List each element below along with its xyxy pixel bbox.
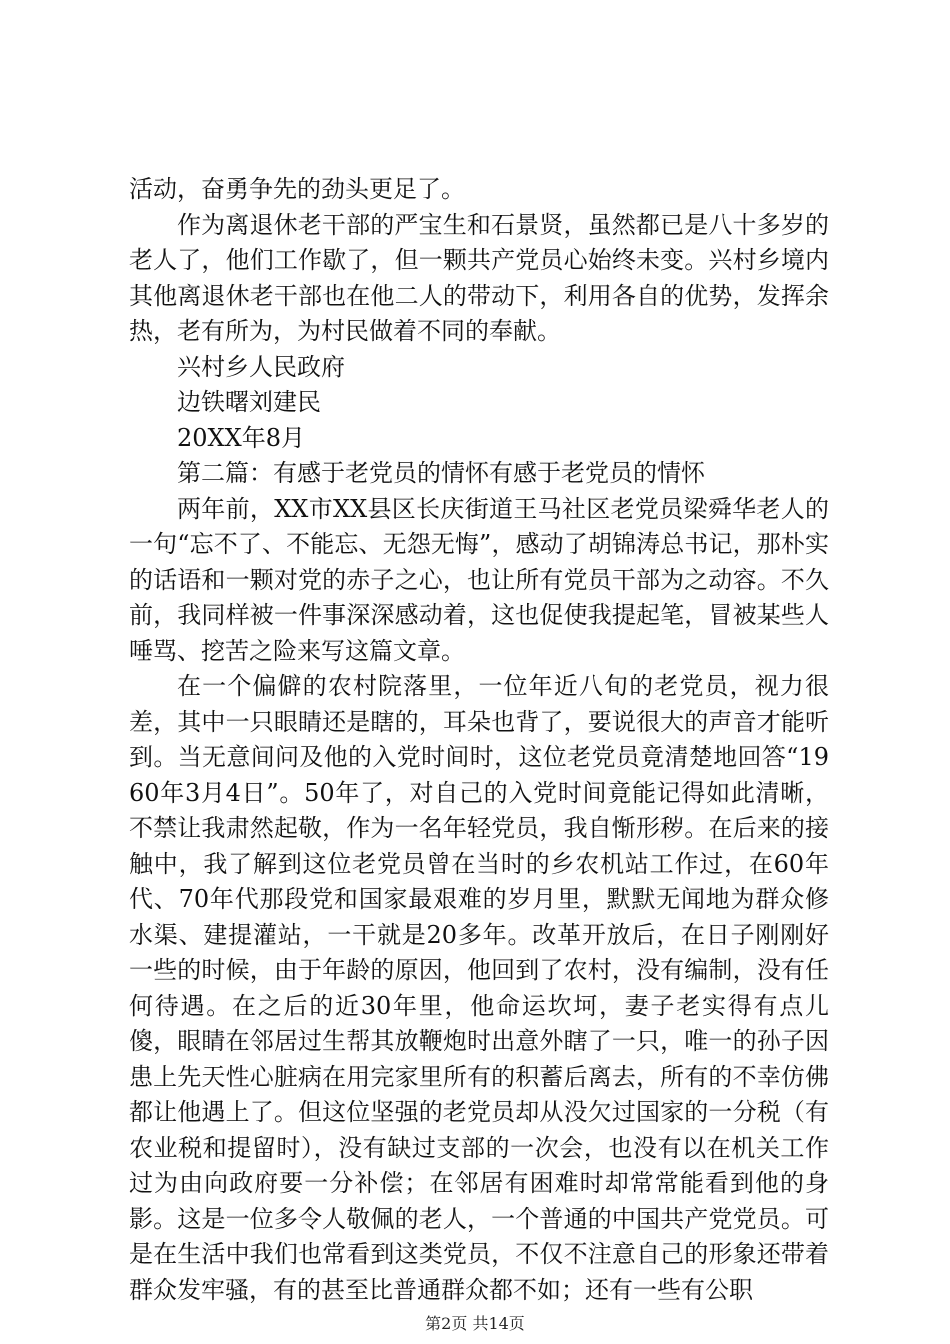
- paragraph-6: 第二篇：有感于老党员的情怀有感于老党员的情怀: [177, 459, 705, 487]
- paragraph-3: 兴村乡人民政府: [177, 352, 345, 381]
- page-footer: 第2页 共14页: [425, 1314, 525, 1333]
- paragraph-2: 作为离退休老干部的严宝生和石景贤，虽然都已是八十多岁的老人了，他们工作歇了，但一颗共产党员心始终未变。兴村乡境内其他离退休老干部也在他二人的带动下，利用各自的优势，发挥余热，老有所为，为村民做着不同的奉献。: [129, 210, 829, 345]
- paragraph-7: 两年前，XX市XX县区长庆街道王马社区老党员梁舜华老人的一句“忘不了、不能忘、无怨无悔”，感动了胡锦涛总书记，那朴实的话语和一颗对党的赤子之心，也让所有党员干部为之动容。不久前，我同样被一件事深深感动着，这也促使我提起笔，冒被某些人唾骂、挖苦之险来写这篇文章。: [129, 494, 829, 665]
- paragraph-4: 边铁曙刘建民: [177, 388, 321, 416]
- paragraph-8: 在一个偏僻的农村院落里，一位年近八旬的老党员，视力很差，其中一只眼睛还是瞎的，耳朵也背了，要说很大的声音才能听到。当无意间问及他的入党时间时，这位老党员竟清楚地回答“1960年3月4日”。50年了，对自己的入党时间竟能记得如此清晰，不禁让我肃然起敬，作为一名年轻党员，我自惭形秽。在后来的接触中，我了解到这位老党员曾在当时的乡农机站工作过，在60年代、70年代那段党和国家最艰难的岁月里，默默无闻地为群众修水渠、建提灌站，一干就是20多年。改革开放后，在日子刚刚好一些的时候，由于年龄的原因，他回到了农村，没有编制，没有任何待遇。在之后的近30年里，他命运坎坷，妻子老实得有点儿傻，眼睛在邻居过生帮其放鞭炮时出意外瞎了一只，唯一的孙子因患上先天性心脏病在用完家里所有的积蓄后离去，所有的不幸仿佛都让他遇上了。但这位坚强的老党员却从没欠过国家的一分税（有农业税和提留时），没有缺过支部的一次会，也没有以在机关工作过为由向政府要一分补偿；在邻居有困难时却常常能看到他的身影。这是一位多令人敬佩的老人，一个普通的中国共产党党员。可是在生活中我们也常看到这类党员，不仅不注意自己的形象还带着群众发牢骚，有的甚至比普通群众都不如；还有一些有公职: [129, 672, 829, 1304]
- paragraph-5: 20XX年8月: [177, 423, 305, 452]
- document-body: [129, 172, 829, 1308]
- paragraph-1: 活动，奋勇争先的劲头更足了。: [129, 175, 465, 203]
